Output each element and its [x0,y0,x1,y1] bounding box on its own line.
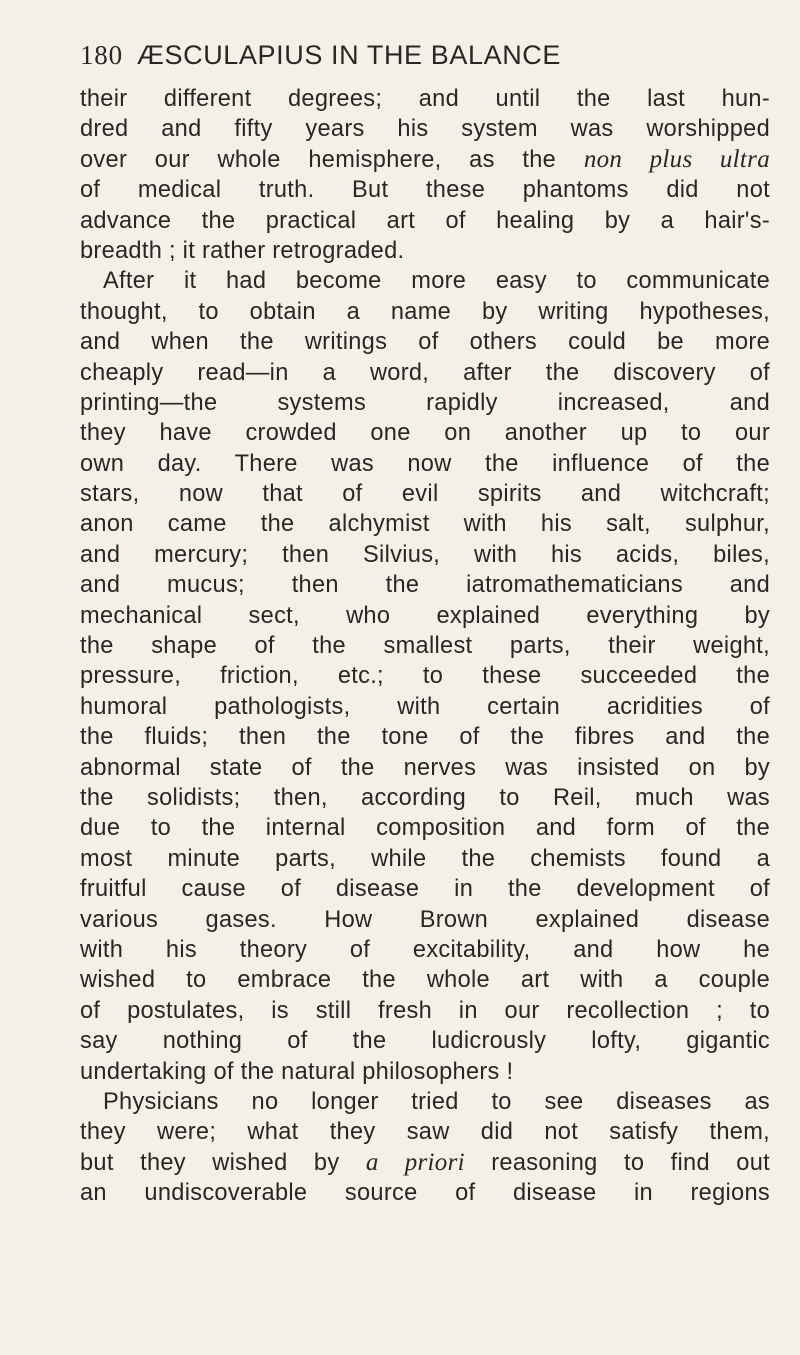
text-segment: due to the internal composition and form of the [80,815,770,842]
text-segment: their different degrees; and until the last hun- [80,86,770,112]
text-segment: but they wished by [80,1149,366,1176]
text-line [80,844,770,874]
body-text [80,84,770,1208]
text-segment: the shape of the smallest parts, their weight, [80,633,770,660]
text-line [80,601,770,631]
text-line [80,1087,770,1117]
running-head [80,40,770,80]
text-line [80,1026,770,1056]
text-segment: wished to embrace the whole art with a couple [80,967,770,994]
text-line [80,965,770,995]
text-segment: they were; what they saw did not satisfy them, [80,1119,770,1146]
text-line [80,327,770,357]
text-segment: abnormal state of the nerves was insisted on by [80,754,770,781]
text-segment: mechanical sect, who explained everything by [80,602,770,629]
text-segment: advance the practical art of healing by a hair's- [80,207,770,234]
text-line [80,783,770,813]
text-line [80,388,770,418]
text-segment: the solidists; then, according to Reil, much was [80,784,770,811]
text-segment: the fluids; then the tone of the fibres and the [80,724,770,751]
text-segment: humoral pathologists, with certain acridities of [80,693,770,720]
text-segment: say nothing of the ludicrously lofty, gigantic [80,1028,770,1055]
text-segment: cheaply read—in a word, after the discovery of [80,359,770,386]
italic-phrase: non plus ultra [583,145,770,173]
text-line [80,1178,770,1208]
text-line [80,206,770,236]
text-line [80,1057,770,1087]
text-segment: fruitful cause of disease in the development of [80,876,770,903]
text-line [80,631,770,661]
text-segment: they have crowded one on another up to our [80,420,770,447]
text-line [80,297,770,327]
text-segment: anon came the alchymist with his salt, sulphur, [80,511,770,538]
book-page [80,40,770,1208]
text-segment: various gases. How Brown explained disease [80,906,770,933]
italic-phrase: a priori [365,1148,465,1176]
text-segment: pressure, friction, etc.; to these succeeded the [80,663,770,690]
text-line [80,1117,770,1147]
text-line [80,236,770,266]
text-line [80,358,770,388]
text-segment: undertaking of the natural philosophers ! [80,1058,514,1085]
text-line [80,753,770,783]
text-segment: reasoning to find out [464,1149,770,1176]
text-segment: and mucus; then the iatromathematicians and [80,572,770,599]
text-segment: thought, to obtain a name by writing hypotheses, [80,298,770,325]
text-segment: dred and fifty years his system was worshipped [80,116,770,143]
text-segment: over our whole hemisphere, as the [80,146,584,173]
text-line [80,692,770,722]
text-segment: of postulates, is still fresh in our recollection ; to [80,997,770,1024]
text-line [80,266,770,296]
text-line [80,661,770,691]
text-line [80,570,770,600]
text-segment: stars, now that of evil spirits and witchcraft; [80,481,770,508]
text-line [80,722,770,752]
text-line [80,114,770,144]
text-segment: own day. There was now the influence of the [80,450,770,477]
text-segment: of medical truth. But these phantoms did not [80,177,770,204]
text-line [80,905,770,935]
text-segment: After it had become more easy to communicate [103,268,770,295]
text-segment: most minute parts, while the chemists found a [80,845,770,872]
page-number: 180 [80,40,123,70]
text-line [80,479,770,509]
text-line [80,418,770,448]
text-line [80,145,770,175]
text-line [80,813,770,843]
text-segment: with his theory of excitability, and how he [80,936,770,963]
text-line [80,509,770,539]
text-line [80,874,770,904]
text-line [80,175,770,205]
text-segment: breadth ; it rather retrograded. [80,237,405,264]
text-line [80,996,770,1026]
text-segment: printing—the systems rapidly increased, and [80,389,770,416]
text-segment: and when the writings of others could be more [80,329,770,356]
text-segment: Physicians no longer tried to see diseases as [103,1088,770,1115]
text-segment: and mercury; then Silvius, with his acids, biles, [80,541,770,568]
text-line [80,935,770,965]
text-segment: an undiscoverable source of disease in regions [80,1180,770,1207]
text-line [80,84,770,114]
text-line [80,540,770,570]
running-head-title: ÆSCULAPIUS IN THE BALANCE [136,40,562,70]
text-line [80,1148,770,1178]
text-line [80,449,770,479]
